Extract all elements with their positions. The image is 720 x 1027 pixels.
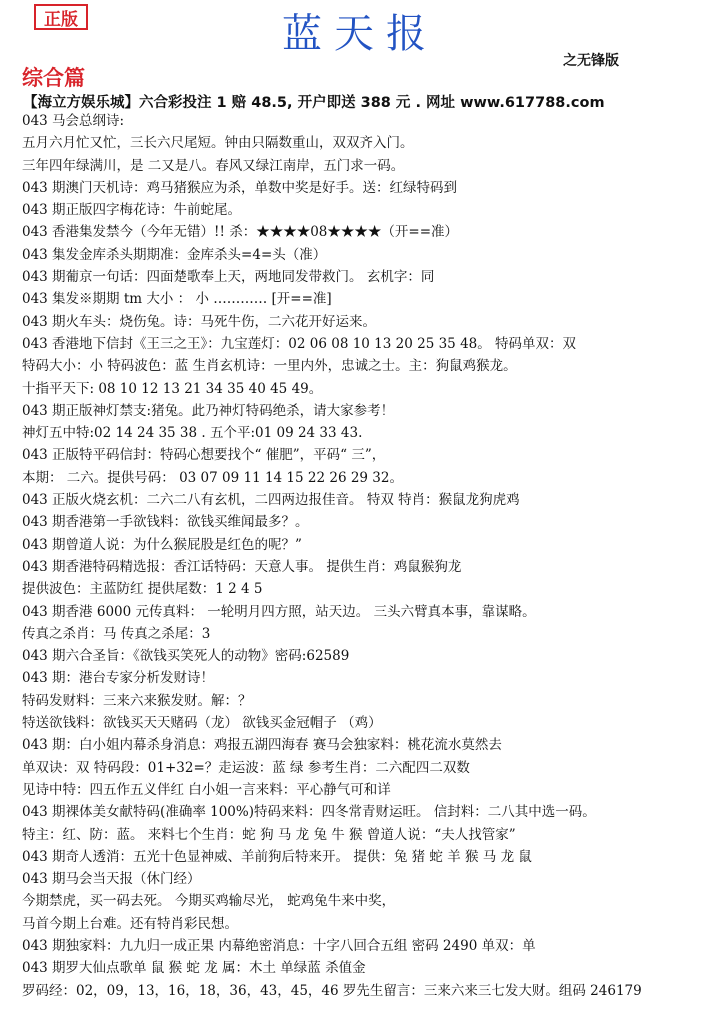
content-line: 043 香港地下信封《王三之王》：九宝莲灯：02 06 08 10 13 20 25 35 48。 特码单双：双 <box>22 335 577 352</box>
content-line: 本期： 二六。提供号码： 03 07 09 11 14 15 22 26 29 32。 <box>22 469 403 486</box>
content-line: 043 期六合圣旨：《欲钱买笑死人的动物》密码:62589 <box>22 648 350 665</box>
content-line: 特送欲钱料：欲钱买天天赌码（龙） 欲钱买金冠帽子 （鸡） <box>22 715 382 732</box>
content-line: 043 集发※期期 tm 大小 ： 小 ………… [开==准] <box>22 291 332 308</box>
content-line: 043 期：白小姐内幕杀身消息：鸡报五湖四海春 赛马会独家料：桃花流水莫然去 <box>22 737 502 754</box>
content-line: 043 期正版神灯禁支:猪兔。此乃神灯特码绝杀，请大家参考！ <box>22 402 395 419</box>
content-line: 043 期葡京一句话：四面楚歌奉上天，两地同发带救门。 玄机字：同 <box>22 269 435 286</box>
content-line: 043 期独家料：九九归一成正果 内幕绝密消息：十字八回合五组 密码 2490 单双：单 <box>22 937 536 954</box>
content-line: 特码发财料：三来六来猴发财。解：？ <box>22 692 252 709</box>
page-title: 蓝天报 <box>282 11 438 57</box>
content-line: 043 期火车头：烧伤兔。诗：马死牛伤，二六花开好运来。 <box>22 313 377 330</box>
content-line: 043 期正版四字梅花诗：牛前蛇尾。 <box>22 202 242 219</box>
content-line: 特码大小：小 特码波色：蓝 生肖玄机诗：一里内外，忠诚之士。主：狗鼠鸡猴龙。 <box>22 358 517 375</box>
content-line: 043 期罗大仙点歌单 鼠 猴 蛇 龙 属：木土 单绿蓝 杀值金 <box>22 960 366 977</box>
content-line: 十指平天下: 08 10 12 13 21 34 35 40 45 49。 <box>22 380 323 397</box>
content-line: 三年四年绿满川，是 二又是八。春风又绿江南岸，五门求一码。 <box>22 157 405 174</box>
section-heading: 综合篇 <box>22 66 85 90</box>
content-line: 见诗中特：四五作五义伴红 白小姐一言来料：平心静气可和详 <box>22 781 391 798</box>
content-line: 043 期曾道人说：为什么猴屁股是红色的呢？” <box>22 536 302 553</box>
content-line: 043 正版特平码信封：特码心想要找个“ 催肥”，平码“ 三”， <box>22 447 386 464</box>
content-line: 罗码经：02，09，13，16，18，36，43，45，46 罗先生留言：三来六来三七发大财。组码 246179 <box>22 982 642 999</box>
content-lines <box>22 110 716 1002</box>
content-line: 043 期香港第一手欲钱料：欲钱买维闻最多？。 <box>22 514 309 531</box>
edition-label: 之无锋版 <box>563 53 619 69</box>
content-line: 传真之杀肖：马 传真之杀尾：3 <box>22 625 211 642</box>
content-line: 马首今期上台难。还有特肖彩民想。 <box>22 915 238 932</box>
content-line: 五月六月忙又忙，三长六尺尾短。钟由只隔数重山，双双齐入门。 <box>22 135 414 152</box>
ad-banner: 【海立方娱乐城】六合彩投注 1 赔 48.5, 开户即送 388 元 . 网址 www.617788.com <box>23 95 605 111</box>
content-line: 043 期裸体美女献特码(准确率 100%)特码来料：四冬常青财运旺。 信封料：二八其中选一码。 <box>22 804 596 821</box>
content-line: 043 马会总纲诗: <box>22 113 125 129</box>
content-line: 神灯五中特:02 14 24 35 38 . 五个平:01 09 24 33 43. <box>22 425 363 442</box>
content-line: 043 期奇人透消：五光十色显神威、羊前狗后特来开。 提供：兔 猪 蛇 羊 猴 马 龙 鼠 <box>22 848 532 865</box>
content-line: 今期禁虎，买一码去死。 今期买鸡输尽光， 蛇鸡兔牛来中奖， <box>22 893 396 910</box>
content-line: 043 期：港台专家分析发财诗！ <box>22 670 215 687</box>
genuine-edition-stamp: 正版 <box>34 4 88 30</box>
content-line: 提供波色：主蓝防红 提供尾数：1 2 4 5 <box>22 581 263 598</box>
content-line: 特主：红、防：蓝。 来料七个生肖：蛇 狗 马 龙 兔 牛 猴 曾道人说：“夫人找管家” <box>22 826 516 843</box>
content-line: 043 香港集发禁今（今年无错）!! 杀：★★★★08★★★★（开==准） <box>22 224 459 241</box>
content-line: 单双诀：双 特码段：01+32=？走运波：蓝 绿 参考生肖：二六配四二双数 <box>22 759 470 776</box>
content-line: 043 期澳门天机诗：鸡马猪猴应为杀，单数中奖是好手。送：红绿特码到 <box>22 179 458 196</box>
content-line: 043 正版火烧玄机：二六二八有玄机，二四两边报佳音。 特双 特肖：猴鼠龙狗虎鸡 <box>22 492 520 509</box>
content-line: 043 集发金库杀头期期准：金库杀头=4=头（准） <box>22 246 327 263</box>
content-line: 043 期香港 6000 元传真料： 一轮明月四方照，站天边。 三头六臂真本事，靠谋略。 <box>22 603 536 620</box>
content-line: 043 期马会当天报（休门经） <box>22 871 201 888</box>
content-line: 043 期香港特码精选报：香江话特码：天意人事。 提供生肖：鸡鼠猴狗龙 <box>22 558 462 575</box>
